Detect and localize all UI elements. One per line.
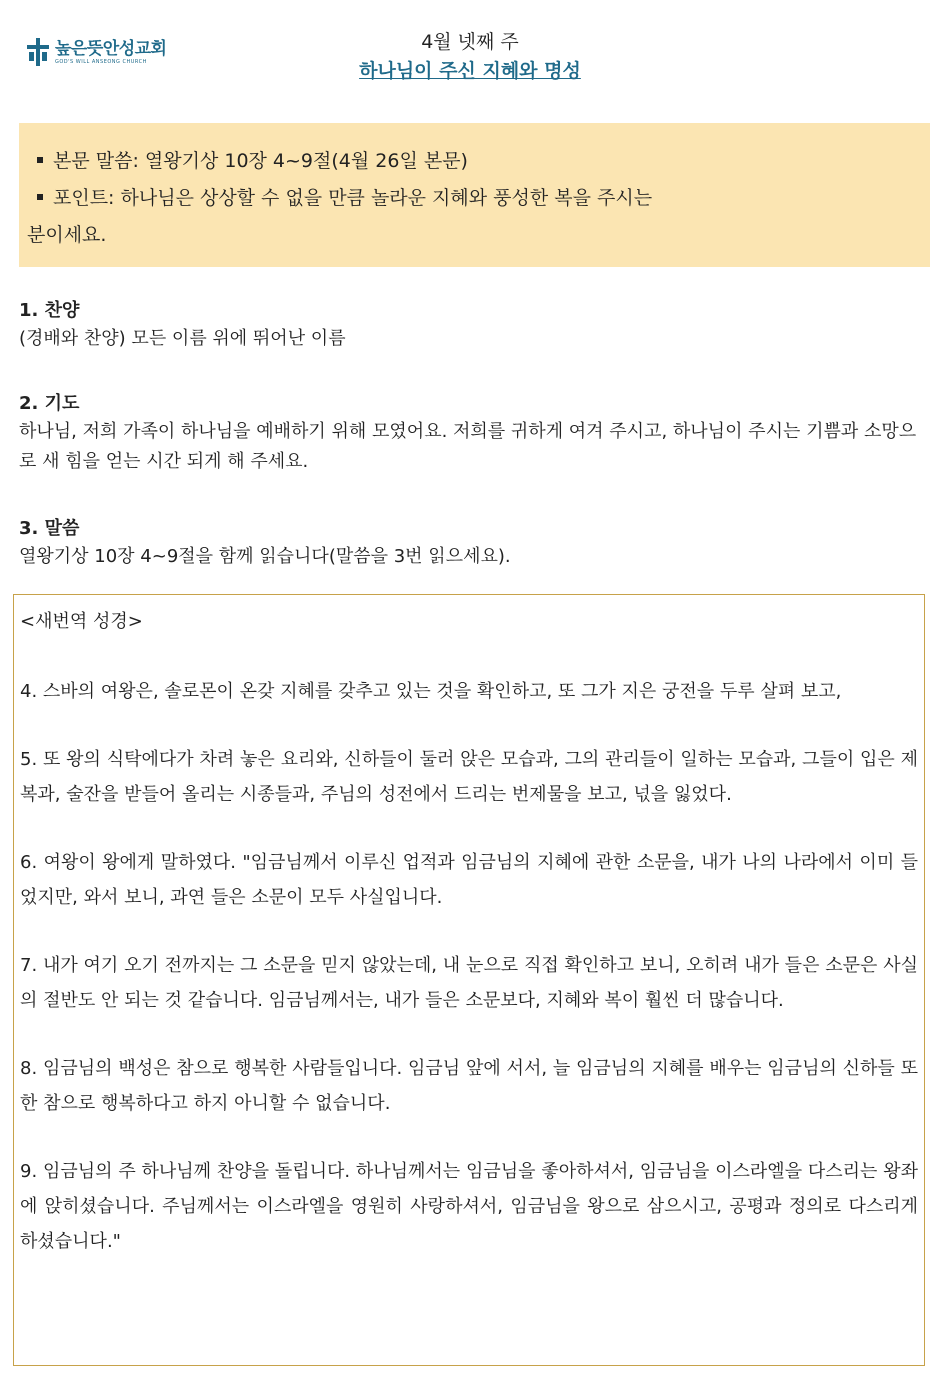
section-heading: 1. 찬양	[19, 300, 80, 321]
verse: 4. 스바의 여왕은, 솔로몬이 온갖 지혜를 갖추고 있는 것을 확인하고, 또 그가 지은 궁전을 두루 살펴 보고,	[20, 681, 842, 702]
point-text: 포인트: 하나님은 상상할 수 없을 만큼 놀라운 지혜와 풍성한 복을 주시는	[53, 187, 653, 209]
summary-point-continued: 분이세요.	[27, 224, 107, 246]
section-heading: 3. 말씀	[19, 518, 80, 539]
church-logo	[27, 38, 166, 66]
summary-box	[19, 123, 930, 267]
week-label: 4월 넷째 주	[421, 31, 519, 53]
summary-text-line	[31, 143, 918, 180]
section-praise	[19, 298, 929, 354]
section-prayer	[19, 391, 929, 477]
verse: 8. 임금님의 백성은 참으로 행복한 사람들입니다. 임금님 앞에 서서, 늘 임금님의 지혜를 배우는 임금님의 신하들 또한 참으로 행복하다고 하지 아니할 수 없습니다.	[20, 1058, 918, 1114]
page-title: 하나님이 주신 지혜와 명성	[359, 60, 581, 82]
verse: 6. 여왕이 왕에게 말하였다. "임금님께서 이루신 업적과 임금님의 지혜에 관한 소문을, 내가 나의 나라에서 이미 들었지만, 와서 보니, 과연 들은 소문이 모두 사실입니다.	[20, 852, 918, 908]
section-heading: 2. 기도	[19, 393, 80, 414]
verse: 5. 또 왕의 식탁에다가 차려 놓은 요리와, 신하들이 둘러 앉은 모습과, 그의 관리들이 일하는 모습과, 그들이 입은 제복과, 술잔을 받들어 올리는 시종들과, 주님의 성전에서 드리는 번제물을 보고, 넋을 잃었다.	[20, 749, 918, 805]
logo-korean-name: 높은뜻안성교회	[55, 38, 167, 59]
section-body: 하나님, 저희 가족이 하나님을 예배하기 위해 모였어요. 저희를 귀하게 여겨 주시고, 하나님이 주시는 기쁨과 소망으로 새 힘을 얻는 시간 되게 해 주세요.	[19, 421, 917, 472]
scripture-reference: 본문 말씀: 열왕기상 10장 4~9절(4월 26일 본문)	[53, 150, 468, 172]
section-body: 열왕기상 10장 4~9절을 함께 읽습니다(말씀을 3번 읽으세요).	[19, 546, 511, 567]
page-header	[270, 28, 670, 86]
bullet-icon	[37, 194, 43, 200]
verse: 9. 임금님의 주 하나님께 찬양을 돌립니다. 하나님께서는 임금님을 좋아하셔서, 임금님을 이스라엘을 다스리는 왕좌에 앉히셨습니다. 주님께서는 이스라엘을 영원히 사랑하셔서, 임금님을 왕으로 삼으시고, 공평과 정의로 다스리게 하셨습니다."	[20, 1161, 918, 1252]
bible-passage-box	[13, 594, 925, 1366]
summary-point-line	[31, 180, 918, 217]
verse: 7. 내가 여기 오기 전까지는 그 소문을 믿지 않았는데, 내 눈으로 직접 확인하고 보니, 오히려 내가 들은 소문은 사실의 절반도 안 되는 것 같습니다. 임금님께서는, 내가 들은 소문보다, 지혜와 복이 훨씬 더 많습니다.	[20, 955, 918, 1011]
cross-icon	[27, 38, 49, 66]
logo-english-name: GOD'S WILL ANSEONG CHURCH	[55, 58, 147, 65]
bible-version-label: <새번역 성경>	[20, 611, 143, 632]
section-word	[19, 516, 929, 572]
section-body: (경배와 찬양) 모든 이름 위에 뛰어난 이름	[19, 328, 346, 349]
bullet-icon	[37, 157, 43, 163]
